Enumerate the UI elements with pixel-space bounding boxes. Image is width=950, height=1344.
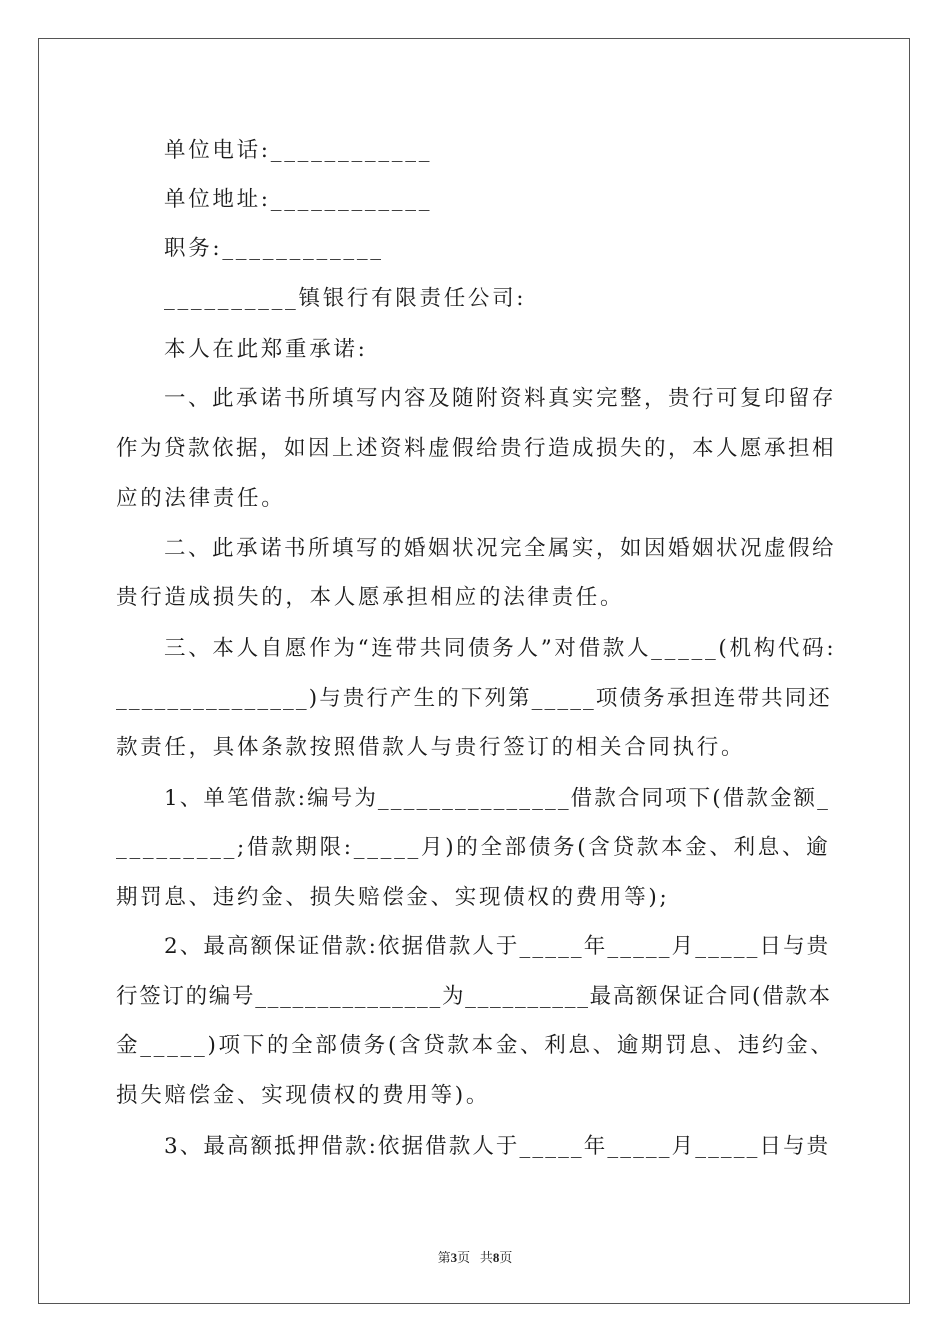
- unit-phone-line: 单位电话:____________: [164, 138, 433, 163]
- clause-3-line-3: 款责任，具体条款按照借款人与贵行签订的相关合同执行。: [116, 735, 746, 760]
- item-2-line-3: 金_____)项下的全部债务(含贷款本金、利息、逾期罚息、违约金、: [116, 1033, 835, 1058]
- clause-1-line-1: 一、此承诺书所填写内容及随附资料真实完整，贵行可复印留存: [164, 386, 837, 411]
- pledge-opening: 本人在此郑重承诺:: [164, 337, 368, 362]
- clause-3-line-1: 三、本人自愿作为“连带共同债务人”对借款人_____(机构代码:: [164, 636, 837, 661]
- item-2-line-4: 损失赔偿金、实现债权的费用等)。: [116, 1083, 491, 1108]
- total-suffix: 页: [499, 1250, 513, 1265]
- page-prefix: 第: [437, 1250, 451, 1265]
- addressee-line: __________镇银行有限责任公司:: [164, 286, 527, 311]
- item-1-line-1: 1、单笔借款:编号为_______________借款合同项下(借款金额_: [164, 786, 831, 811]
- unit-address-line: 单位地址:____________: [164, 187, 433, 212]
- position-line: 职务:____________: [164, 236, 384, 261]
- clause-1-line-3: 应的法律责任。: [116, 486, 286, 511]
- clause-1-line-2: 作为贷款依据，如因上述资料虚假给贵行造成损失的，本人愿承担相: [116, 436, 837, 461]
- clause-2-line-2: 贵行造成损失的，本人愿承担相应的法律责任。: [116, 585, 625, 610]
- clause-3-line-2: _______________)与贵行产生的下列第_____项债务承担连带共同还: [116, 686, 832, 711]
- item-1-line-2: _________;借款期限:_____月)的全部债务(含贷款本金、利息、逾: [116, 835, 831, 860]
- page-suffix: 页: [457, 1250, 471, 1265]
- total-prefix: 共: [479, 1250, 493, 1265]
- item-2-line-2: 行签订的编号_______________为__________最高额保证合同(借款本: [116, 984, 832, 1009]
- page-number: 3: [450, 1250, 458, 1265]
- item-2-line-1: 2、最高额保证借款:依据借款人于_____年_____月_____日与贵: [164, 934, 831, 959]
- item-1-line-3: 期罚息、违约金、损失赔偿金、实现债权的费用等);: [116, 885, 670, 910]
- page-border: [38, 38, 910, 1304]
- total-pages: 8: [492, 1250, 500, 1265]
- clause-2-line-1: 二、此承诺书所填写的婚姻状况完全属实，如因婚姻状况虚假给: [164, 536, 837, 561]
- page-footer: [0, 1247, 950, 1266]
- item-3-line-1: 3、最高额抵押借款:依据借款人于_____年_____月_____日与贵: [164, 1134, 831, 1159]
